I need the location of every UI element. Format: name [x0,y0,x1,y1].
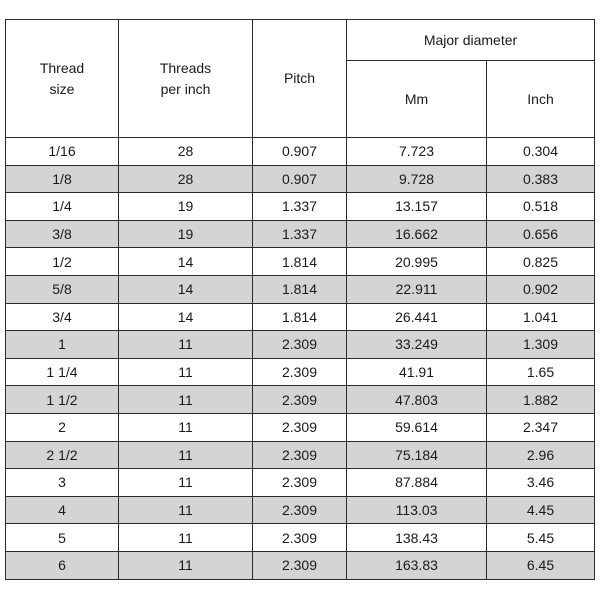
pitch-cell: 1.337 [253,220,347,248]
inch-cell: 6.45 [487,551,595,579]
inch-cell: 0.656 [487,220,595,248]
threads-per-inch-cell: 11 [119,331,253,359]
mm-cell: 26.441 [347,303,487,331]
header-mm: Mm [347,61,487,138]
mm-cell: 20.995 [347,248,487,276]
mm-cell: 13.157 [347,193,487,221]
thread-size-cell: 2 [6,413,119,441]
pitch-cell: 0.907 [253,138,347,166]
pitch-cell: 2.309 [253,441,347,469]
thread-size-cell: 5/8 [6,275,119,303]
threads-per-inch-cell: 11 [119,413,253,441]
table-row [6,413,595,441]
table-row [6,386,595,414]
table-row [6,220,595,248]
threads-per-inch-cell: 19 [119,193,253,221]
threads-per-inch-cell: 14 [119,303,253,331]
thread-size-cell: 1/8 [6,165,119,193]
thread-size-cell: 1 1/2 [6,386,119,414]
threads-per-inch-cell: 11 [119,386,253,414]
mm-cell: 59.614 [347,413,487,441]
table-row [6,303,595,331]
thread-size-cell: 1 [6,331,119,359]
table-row [6,524,595,552]
thread-size-cell: 2 1/2 [6,441,119,469]
mm-cell: 87.884 [347,469,487,497]
table-row [6,193,595,221]
pitch-cell: 2.309 [253,524,347,552]
threads-per-inch-cell: 14 [119,275,253,303]
thread-size-cell: 3/4 [6,303,119,331]
mm-cell: 22.911 [347,275,487,303]
header-thread-size-line2: size [49,80,75,97]
mm-cell: 33.249 [347,331,487,359]
pitch-cell: 1.814 [253,275,347,303]
threads-per-inch-cell: 11 [119,469,253,497]
header-threads-per-inch [119,20,253,138]
inch-cell: 4.45 [487,496,595,524]
inch-cell: 2.96 [487,441,595,469]
pitch-cell: 2.309 [253,331,347,359]
thread-size-cell: 4 [6,496,119,524]
inch-cell: 1.882 [487,386,595,414]
threads-per-inch-cell: 28 [119,138,253,166]
thread-size-cell: 3 [6,469,119,497]
mm-cell: 7.723 [347,138,487,166]
threads-per-inch-cell: 19 [119,220,253,248]
pitch-cell: 0.907 [253,165,347,193]
inch-cell: 1.65 [487,358,595,386]
thread-size-cell: 3/8 [6,220,119,248]
header-pitch: Pitch [253,20,347,138]
table-row [6,551,595,579]
table-row [6,496,595,524]
thread-size-cell: 1/16 [6,138,119,166]
inch-cell: 5.45 [487,524,595,552]
mm-cell: 163.83 [347,551,487,579]
inch-cell: 2.347 [487,413,595,441]
thread-size-cell: 1/4 [6,193,119,221]
table-row [6,469,595,497]
pitch-cell: 2.309 [253,551,347,579]
inch-cell: 0.825 [487,248,595,276]
header-inch: Inch [487,61,595,138]
pitch-cell: 2.309 [253,358,347,386]
pitch-cell: 1.814 [253,303,347,331]
table-row [6,441,595,469]
pitch-cell: 2.309 [253,496,347,524]
inch-cell: 0.304 [487,138,595,166]
threads-per-inch-cell: 28 [119,165,253,193]
pitch-cell: 2.309 [253,413,347,441]
table-row [6,165,595,193]
pitch-cell: 1.337 [253,193,347,221]
pitch-cell: 1.814 [253,248,347,276]
inch-cell: 1.309 [487,331,595,359]
header-thread-size-line1: Thread [39,59,85,76]
mm-cell: 47.803 [347,386,487,414]
header-thread-size [6,20,119,138]
thread-size-cell: 1/2 [6,248,119,276]
inch-cell: 3.46 [487,469,595,497]
thread-size-cell: 5 [6,524,119,552]
thread-size-table [5,19,595,580]
thread-size-cell: 6 [6,551,119,579]
table-body [6,138,595,580]
table-row [6,275,595,303]
table-row [6,358,595,386]
mm-cell: 138.43 [347,524,487,552]
header-threads-per-inch-line1: Threads [159,59,212,76]
threads-per-inch-cell: 11 [119,524,253,552]
mm-cell: 9.728 [347,165,487,193]
mm-cell: 113.03 [347,496,487,524]
mm-cell: 75.184 [347,441,487,469]
threads-per-inch-cell: 11 [119,441,253,469]
threads-per-inch-cell: 11 [119,551,253,579]
inch-cell: 0.902 [487,275,595,303]
threads-per-inch-cell: 11 [119,496,253,524]
threads-per-inch-cell: 14 [119,248,253,276]
pitch-cell: 2.309 [253,469,347,497]
thread-size-cell: 1 1/4 [6,358,119,386]
inch-cell: 1.041 [487,303,595,331]
table-row [6,248,595,276]
table-row [6,138,595,166]
header-major-diameter: Major diameter [347,20,595,61]
mm-cell: 16.662 [347,220,487,248]
inch-cell: 0.518 [487,193,595,221]
inch-cell: 0.383 [487,165,595,193]
header-threads-per-inch-line2: per inch [160,80,211,97]
table-row [6,331,595,359]
pitch-cell: 2.309 [253,386,347,414]
mm-cell: 41.91 [347,358,487,386]
threads-per-inch-cell: 11 [119,358,253,386]
